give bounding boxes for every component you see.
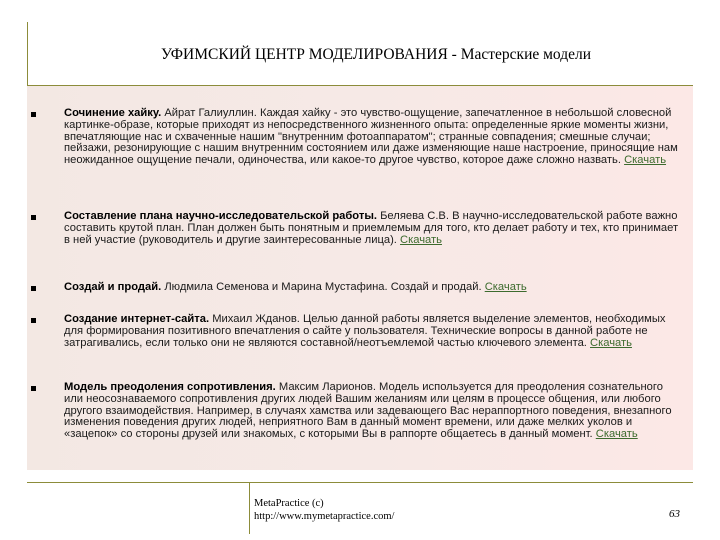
footer-copyright: MetaPractice (c) [254, 498, 324, 509]
download-link[interactable]: Скачать [590, 336, 632, 349]
page-title: УФИМСКИЙ ЦЕНТР МОДЕЛИРОВАНИЯ - Мастерские модели [160, 46, 592, 63]
item-body: Михаил Жданов. Целью данной работы является выделение элементов, необходимых для формирования позитивного впечатления о сайте у пользователя. Технические вопросы в данной работе не затрагивались, если только они не являются составной/неотъемлемой частью ключевого элемента. [64, 313, 666, 349]
content-panel [27, 86, 693, 470]
item-text [64, 382, 682, 441]
page-number: 63 [669, 508, 680, 520]
item-body: Айрат Галиуллин. Каждая хайку - это чувство-ощущение, запечатленное в небольшой словесной картинке-образе, которые приходят из непосредственного жизненного опыта: определенные яркие моменты жизни, впечатляющие нас и схваченные нашим "внутренним фотоаппаратом"; странные совпадения; смешные случаи; пейзажи, резонирующие с нашим внутренним состоянием или даже изменяющие наше настроение, приносящие нам неожиданное ощущение печали, одиночества, или какое-то другое чувство, которое даже сложно назвать. [64, 107, 678, 167]
item-text [64, 108, 682, 167]
item-text [64, 314, 682, 349]
bullet-icon [31, 112, 36, 117]
item-body: Максим Ларионов. Модель используется для преодоления сознательного или неосознаваемого сопротивления других людей Вашим желаниям или целям в процессе общения, или любого другого взаимодействия. Например, в случаях хамства или задевающего Вас нераппортного поведения, внезапного изменения поведения других людей, неприятного Вам в данный момент времени, или даже мелких уколов и «зацепок» со стороны друзей или знакомых, с которыми Вы в раппорте общаетесь в данный момент. [64, 381, 672, 441]
item-title: Создай и продай. [64, 281, 162, 293]
item-title: Сочинение хайку. [64, 107, 162, 119]
item-title: Модель преодоления сопротивления. [64, 381, 276, 393]
footer-vertical-rule [249, 482, 250, 534]
header-vertical-rule [27, 22, 28, 86]
footer-url[interactable]: http://www.mymetapractice.com/ [254, 511, 395, 522]
download-link[interactable]: Скачать [400, 233, 442, 246]
footer-credits [254, 497, 514, 523]
item-title: Составление плана научно-исследовательской работы. [64, 210, 377, 222]
download-link[interactable]: Скачать [484, 281, 527, 293]
item-body: Беляева С.В. В научно-исследовательской работе важно составить крутой план. План должен быть понятным и приемлемым для того, кто делает работу и тех, кто принимает в ней участие (руководитель и другие заинтересованные лица). [64, 210, 679, 246]
item-text [64, 211, 682, 246]
item-body: Людмила Семенова и Марина Мустафина. Создай и продай. [164, 281, 482, 293]
footer-divider [27, 482, 693, 483]
bullet-icon [31, 286, 36, 291]
download-link[interactable]: Скачать [595, 428, 638, 441]
item-text [64, 282, 682, 294]
bullet-icon [31, 386, 36, 391]
bullet-icon [31, 318, 36, 323]
download-link[interactable]: Скачать [624, 154, 667, 167]
bullet-icon [31, 215, 36, 220]
item-title: Создание интернет-сайта. [64, 313, 210, 325]
